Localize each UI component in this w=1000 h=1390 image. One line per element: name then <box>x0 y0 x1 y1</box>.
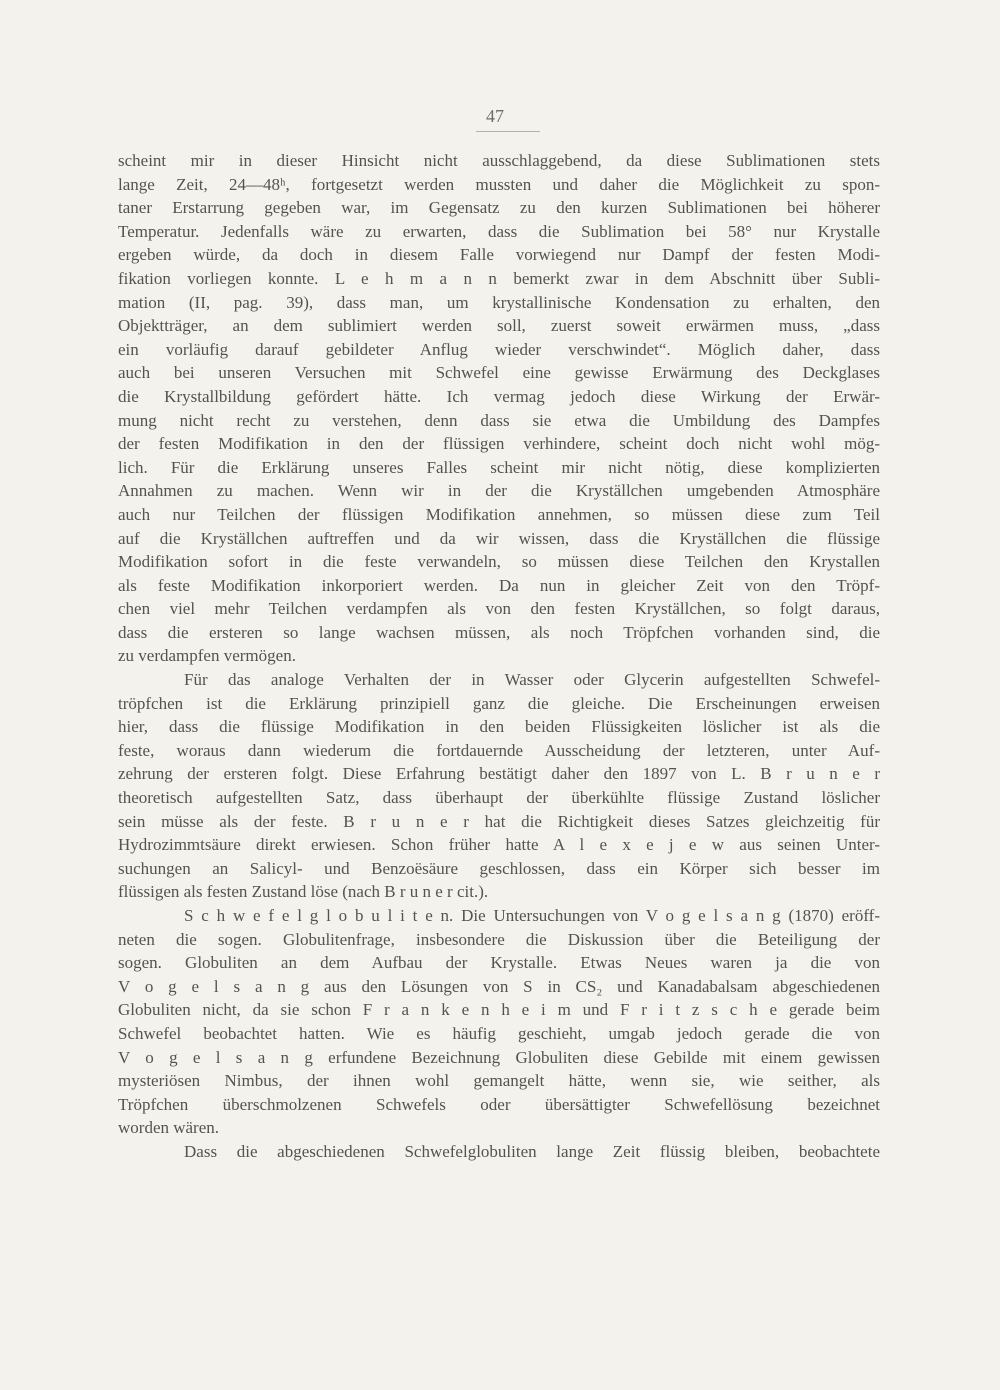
text-line: der festen Modifikation in den der flüssigen verhindere, scheint doch nicht wohl mög- <box>118 434 880 454</box>
text-line: Hydrozimmtsäure direkt erwiesen. Schon früher hatte A l e x e j e w aus seinen Unter- <box>118 835 880 855</box>
text-line: Annahmen zu machen. Wenn wir in der die Kryställchen umgebenden Atmosphäre <box>118 481 880 501</box>
paragraph-end-line: worden wären. <box>118 1118 220 1138</box>
text-line: chen viel mehr Teilchen verdampfen als von den festen Kryställchen, so folgt daraus, <box>118 599 880 619</box>
text-line: Modifikation sofort in die feste verwandeln, so müssen diese Teilchen den Krystallen <box>118 552 880 572</box>
text-line: lange Zeit, 24—48ʰ, fortgesetzt werden mussten und daher die Möglichkeit zu spon- <box>118 174 880 194</box>
section-heading-line: S c h w e f e l g l o b u l i t e n. Die Untersuchungen von V o g e l s a n g (1870) eröff- <box>184 906 880 925</box>
text-line: suchungen an Salicyl- und Benzoësäure geschlossen, dass ein Körper sich besser im <box>118 858 880 878</box>
text-line: mysteriösen Nimbus, der ihnen wohl gemangelt hätte, wenn sie, wie seither, als <box>118 1071 880 1091</box>
text-line: sogen. Globuliten an dem Aufbau der Krystalle. Etwas Neues waren ja die von <box>118 953 880 973</box>
text-line: ergeben würde, da doch in diesem Falle vorwiegend nur Dampf der festen Modi- <box>118 245 880 265</box>
text-line: die Krystallbildung gefördert hätte. Ich vermag jedoch diese Wirkung der Erwär- <box>118 386 880 406</box>
text-line: auch nur Teilchen der flüssigen Modifikation annehmen, so müssen diese zum Teil <box>118 504 880 524</box>
text-line: auf die Kryställchen auftreffen und da wir wissen, dass die Kryställchen die flüssige <box>118 528 880 548</box>
text-line: neten die sogen. Globulitenfrage, insbesondere die Diskussion über die Beteiligung der <box>118 929 880 949</box>
text-line: scheint mir in dieser Hinsicht nicht ausschlaggebend, da diese Sublimationen stets <box>118 151 880 170</box>
text-line: mation (II, pag. 39), dass man, um krystallinische Kondensation zu erhalten, den <box>118 292 880 312</box>
text-line: auch bei unseren Versuchen mit Schwefel eine gewisse Erwärmung des Deckglases <box>118 363 880 383</box>
text-line: Objektträger, an dem sublimiert werden soll, zuerst soweit erwärmen muss, „dass <box>118 316 880 336</box>
text-line: Tröpfchen überschmolzenen Schwefels oder übersättigter Schwefellösung bezeichnet <box>118 1094 880 1114</box>
paragraph-start-line: Dass die abgeschiedenen Schwefelglobuliten lange Zeit flüssig bleiben, beobachtete <box>184 1141 880 1161</box>
text-line: zehrung der ersteren folgt. Diese Erfahrung bestätigt daher den 1897 von L. B r u n e r <box>118 764 880 784</box>
text-line: lich. Für die Erklärung unseres Falles scheint mir nicht nötig, diese komplizierten <box>118 457 880 477</box>
text-line: tröpfchen ist die Erklärung prinzipiell ganz die gleiche. Die Erscheinungen erweisen <box>118 693 880 713</box>
paragraph-end-line: flüssigen als festen Zustand löse (nach B r u n e r cit.). <box>118 882 489 902</box>
text-line: theoretisch aufgestellten Satz, dass überhaupt der überkühlte flüssige Zustand löslicher <box>118 788 880 808</box>
text-line: ein vorläufig darauf gebildeter Anflug wieder verschwindet“. Möglich daher, dass <box>118 339 880 359</box>
text-line: hier, dass die flüssige Modifikation in den beiden Flüssigkeiten löslicher ist als die <box>118 717 880 737</box>
paragraph-start-line: Für das analoge Verhalten der in Wasser oder Glycerin aufgestellten Schwefel- <box>184 670 880 690</box>
paragraph-end-line: zu verdampfen vermögen. <box>118 646 296 666</box>
body-text <box>118 149 880 1164</box>
text-line: Temperatur. Jedenfalls wäre zu erwarten, dass die Sublimation bei 58° nur Krystalle <box>118 221 880 241</box>
page-number-rule <box>476 131 540 132</box>
text-line: V o g e l s a n g erfundene Bezeichnung Globuliten diese Gebilde mit einem gewissen <box>118 1047 880 1067</box>
text-line: sein müsse als der feste. B r u n e r hat die Richtigkeit dieses Satzes gleichzeitig für <box>118 811 880 831</box>
text-line: mung nicht recht zu verstehen, denn dass sie etwa die Umbildung des Dampfes <box>118 410 880 430</box>
text-line: Schwefel beobachtet hatten. Wie es häufig geschieht, umgab jedoch gerade die von <box>118 1023 880 1043</box>
text-line: fikation vorliegen konnte. L e h m a n n bemerkt zwar in dem Abschnitt über Subli- <box>118 268 880 288</box>
text-line: als feste Modifikation inkorporiert werden. Da nun in gleicher Zeit von den Tröpf- <box>118 575 880 595</box>
text-line: taner Erstarrung gegeben war, im Gegensatz zu den kurzen Sublimationen bei höherer <box>118 198 880 218</box>
text-line: feste, woraus dann wiederum die fortdauernde Ausscheidung der letzteren, unter Auf- <box>118 740 880 760</box>
text-line: V o g e l s a n g aus den Lösungen von S in CS₂ und Kanadabalsam abgeschiedenen <box>118 976 880 996</box>
text-line: Globuliten nicht, da sie schon F r a n k e n h e i m und F r i t z s c h e gerade beim <box>118 1000 880 1020</box>
page-number: 47 <box>486 106 504 126</box>
text-line: dass die ersteren so lange wachsen müssen, als noch Tröpfchen vorhanden sind, die <box>118 622 880 642</box>
